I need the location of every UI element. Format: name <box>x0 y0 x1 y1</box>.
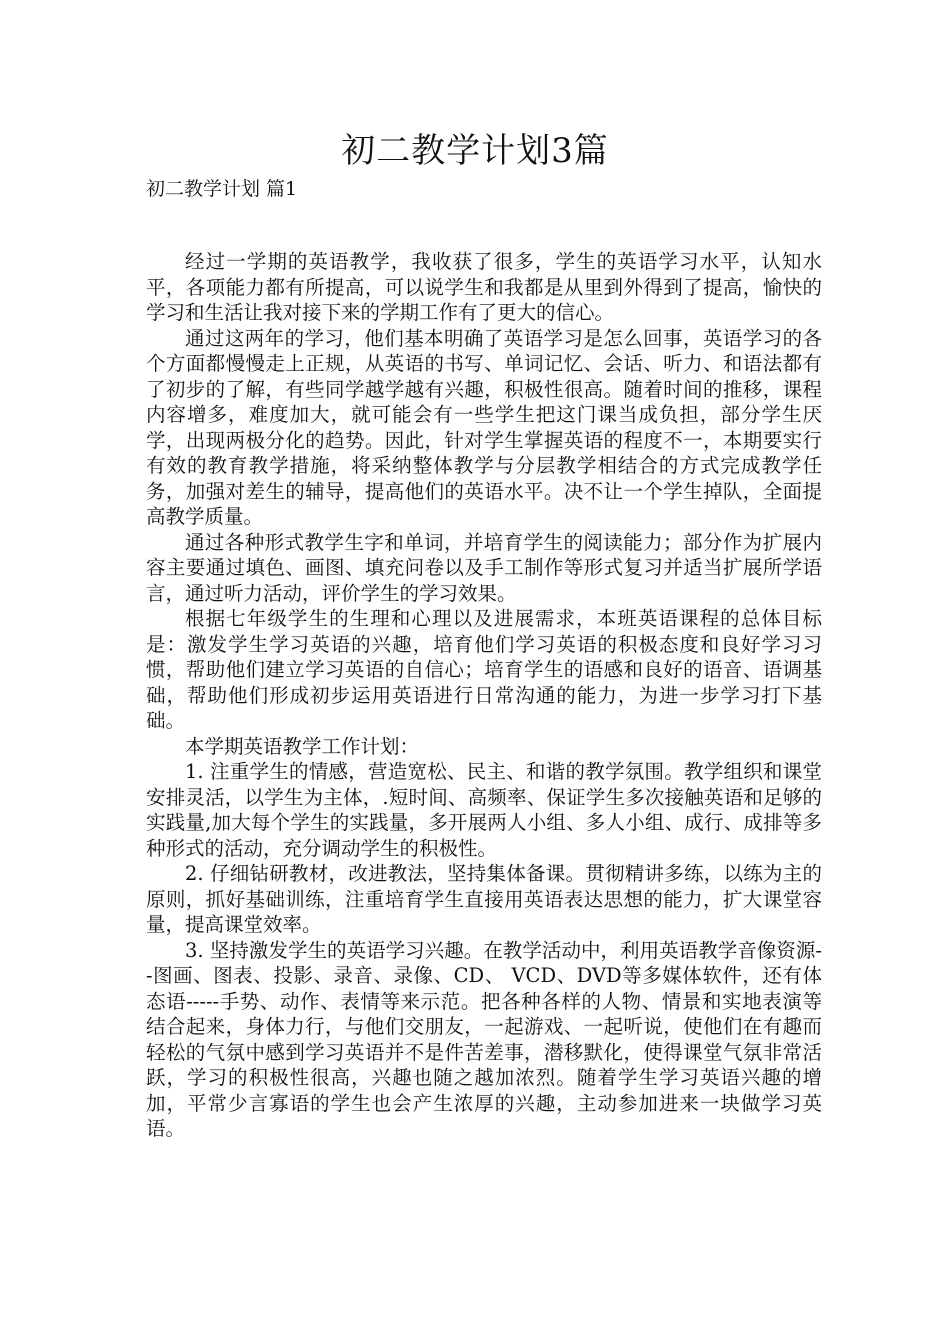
paragraph-4: 根据七年级学生的生理和心理以及进展需求，本班英语课程的总体目标是：激发学生学习英语的兴趣，培育他们学习英语的积极态度和良好学习习惯，帮助他们建立学习英语的自信心；培育学生的语感和良好的语音、语调基础，帮助他们形成初步运用英语进行日常沟通的能力，为进一步学习打下基础。 <box>146 607 822 732</box>
plan-item-3: 3. 坚持激发学生的英语学习兴趣。在教学活动中，利用英语教学音像资源--图画、图表、投影、录音、录像、CD、 VCD、DVD等多媒体软件，还有体态语-----手势、动作、表情等来示范。把各种各样的人物、情景和实地表演等结合起来，身体力行，与他们交朋友，一起游戏、一起听说，使他们在有趣而轻松的气氛中感到学习英语并不是件苦差事，潜移默化，使得课堂气氛非常活跃，学习的积极性很高，兴趣也随之越加浓烈。随着学生学习英语兴趣的增加，平常少言寡语的学生也会产生浓厚的兴趣，主动参加进来一块做学习英语。 <box>146 938 822 1140</box>
section-heading: 初二教学计划 篇1 <box>146 178 298 200</box>
plan-item-1: 1. 注重学生的情感，营造宽松、民主、和谐的教学氛围。教学组织和课堂安排灵活，以学生为主体，.短时间、高频率、保证学生多次接触英语和足够的实践量,加大每个学生的实践量，多开展两人小组、多人小组、成行、成排等多种形式的活动，充分调动学生的积极性。 <box>146 760 822 860</box>
plan-heading: 本学期英语教学工作计划： <box>185 734 420 758</box>
document-title: 初二教学计划3篇 <box>341 131 609 171</box>
paragraph-2: 通过这两年的学习，他们基本明确了英语学习是怎么回事，英语学习的各个方面都慢慢走上正规，从英语的书写、单词记忆、会话、听力、和语法都有了初步的了解，有些同学越学越有兴趣，积极性很高。随着时间的推移，课程内容增多，难度加大，就可能会有一些学生把这门课当成负担，部分学生厌学，出现两极分化的趋势。因此，针对学生掌握英语的程度不一，本期要实行有效的教育教学措施，将采纳整体教学与分层教学相结合的方式完成教学任务，加强对差生的辅导，提高他们的英语水平。决不让一个学生掉队，全面提高教学质量。 <box>146 326 822 528</box>
paragraph-1: 经过一学期的英语教学，我收获了很多，学生的英语学习水平，认知水平，各项能力都有所提高，可以说学生和我都是从里到外得到了提高，愉快的学习和生活让我对接下来的学期工作有了更大的信心。 <box>146 250 822 324</box>
plan-item-2: 2. 仔细钻研教材，改进教法，坚持集体备课。贯彻精讲多练，以练为主的原则，抓好基础训练，注重培育学生直接用英语表达思想的能力，扩大课堂容量，提高课堂效率。 <box>146 862 822 936</box>
paragraph-3: 通过各种形式教学生字和单词，并培育学生的阅读能力；部分作为扩展内容主要通过填色、画图、填充问卷以及手工制作等形式复习并适当扩展所学语言，通过听力活动，评价学生的学习效果。 <box>146 530 822 605</box>
document-body <box>146 249 822 1142</box>
